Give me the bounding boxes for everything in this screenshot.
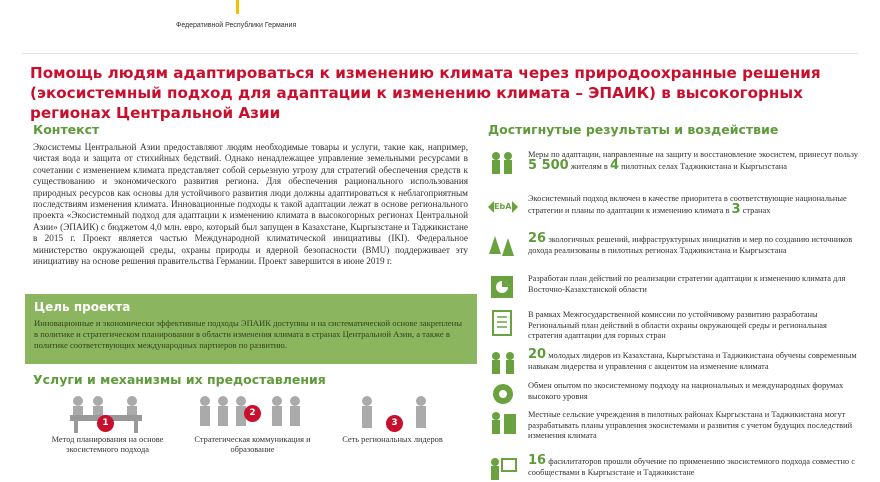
- institution-people-icon: [488, 410, 518, 436]
- goal-heading: Цель проекта: [34, 300, 131, 314]
- service-label-2: Стратегическая коммуникация и образование: [194, 435, 311, 454]
- page-title: Помощь людям адаптироваться к изменению климата через природоохранные решения (экосистемный подход для адаптации к изменению климата – ЭПАИК) в высокогорных регионах Центральной Азии: [30, 64, 821, 122]
- ministry-label: Федеративной Республики Германия: [176, 22, 297, 29]
- result-6-num: 20: [528, 347, 547, 362]
- goal-text: Инновационные и экономически эффективные подходы ЭПАИК доступны и на систематической основе закреплены в политике и стратегическом планировании в области изменения климата в странах Центральной Азии, а также в политике соответствующих международных партнеров по развитию.: [34, 318, 462, 351]
- facilitator-icon: [488, 456, 518, 482]
- result-4-text: Разработан план действий по реализации стратегии адаптации к изменению климата для Восточно-Казахстанской области: [528, 274, 846, 294]
- result-9-num: 16: [528, 453, 547, 468]
- result-2-post: странах: [740, 205, 771, 215]
- context-text: Экосистемы Центральной Азии предоставляют людям необходимые товары и услуги, такие как, например, чистая вода и защита от стихийных бедствий. Однако ненадлежащее управление земельными ресурсами в сочетании с изменением климата представляет собой серьезную угрозу для стратегий обеспечения средств к существованию и экономического развития региона. Для обеспечения рационального использования природных ресурсов как основы для устойчивого развития люди должны адаптироваться к неблагоприятным последствиям изменения климата. Инновационные подходы к такой адаптации лежат в основе регионального проекта «Экосистемный подход для адаптации к изменению климата в высокогорных регионах Центральной Азии» (ЭПАИК) с бюджетом 4,0 млн. евро, который был запущен в Казахстане, Кыргызстане и Таджикистане в 2015 г. Проект является частью Международной климатической инициативы (IKI). Федеральное министерство окружающей среды, охраны природы и ядерной безопасности (BMU) поддерживает эту инициативу на основе решения правительства Германии. Проект завершится в июне 2019 г.: [33, 142, 468, 267]
- service-badge-3: 3: [386, 415, 403, 432]
- result-3-post: экологичных решений, инфраструктурных инициатив и мер по созданию источников дохода реализованы в пилотных регионах Таджикистана и Кыргызстана: [528, 235, 853, 255]
- result-1-mid: жителям в: [568, 161, 610, 171]
- result-3-num: 26: [528, 231, 547, 246]
- service-item-communication: [180, 391, 325, 481]
- eba-label: EbA: [494, 202, 512, 211]
- service-item-network: [320, 391, 465, 481]
- community-people-icon: [488, 150, 518, 176]
- result-1-num: 5 500: [528, 157, 569, 173]
- context-heading: Контекст: [33, 122, 100, 137]
- trees-icon: [488, 234, 518, 260]
- results-heading: Достигнутые результаты и воздействие: [488, 122, 779, 137]
- plan-chart-icon: [488, 274, 518, 300]
- service-item-planning: [35, 391, 180, 481]
- header-divider: [22, 53, 858, 54]
- result-5-text: В рамках Межгосударственной комиссии по устойчивому развитию разработаны Региональный план действий в области охраны окружающей среды и региональная стратегия адаптации для горных стран: [528, 310, 827, 341]
- header-accent-bar: [236, 0, 239, 14]
- result-2-pre: Экосистемный подход включен в качестве приоритета в соответствующие национальные стратегии и планы по адаптации к изменению климата в: [528, 194, 847, 215]
- service-label-3: Сеть региональных лидеров: [342, 435, 443, 444]
- result-6-post: молодых лидеров из Казахстана, Кыргызстана и Таджикистана обучены современным навыкам лидерства и управления с акцентом на изменение климата: [528, 351, 857, 371]
- result-7-text: Обмен опытом по экосистемному подходу на национальных и международных форумах высокого уровня: [528, 381, 844, 401]
- result-1-pre: Меры по адаптации, направленные на защиту и восстановление экосистем, принесут пользу: [528, 150, 858, 159]
- result-9-post: фасилитаторов прошли обучение по применению экосистемного подхода совместно с сообществами в Кыргызстане и Таджикистане: [528, 457, 855, 477]
- result-1-num2: 4: [609, 157, 619, 173]
- exchange-icon: [488, 381, 518, 407]
- service-label-1: Метод планирования на основе экосистемного подхода: [51, 435, 164, 454]
- young-leaders-icon: [488, 350, 518, 376]
- service-badge-1: 1: [97, 415, 114, 432]
- services-heading: Услуги и механизмы их предоставления: [33, 372, 326, 387]
- result-1-post: пилотных селах Таджикистана и Кыргызстана: [618, 161, 787, 171]
- document-icon: [488, 310, 518, 336]
- result-2-num: 3: [731, 201, 741, 217]
- service-badge-2: 2: [244, 405, 261, 422]
- result-8-text: Местные сельские учреждения в пилотных районах Кыргызстана и Таджикистана могут разрабатывать планы управления экосистемами и развития с учетом будущих последствий изменения климата: [528, 410, 853, 441]
